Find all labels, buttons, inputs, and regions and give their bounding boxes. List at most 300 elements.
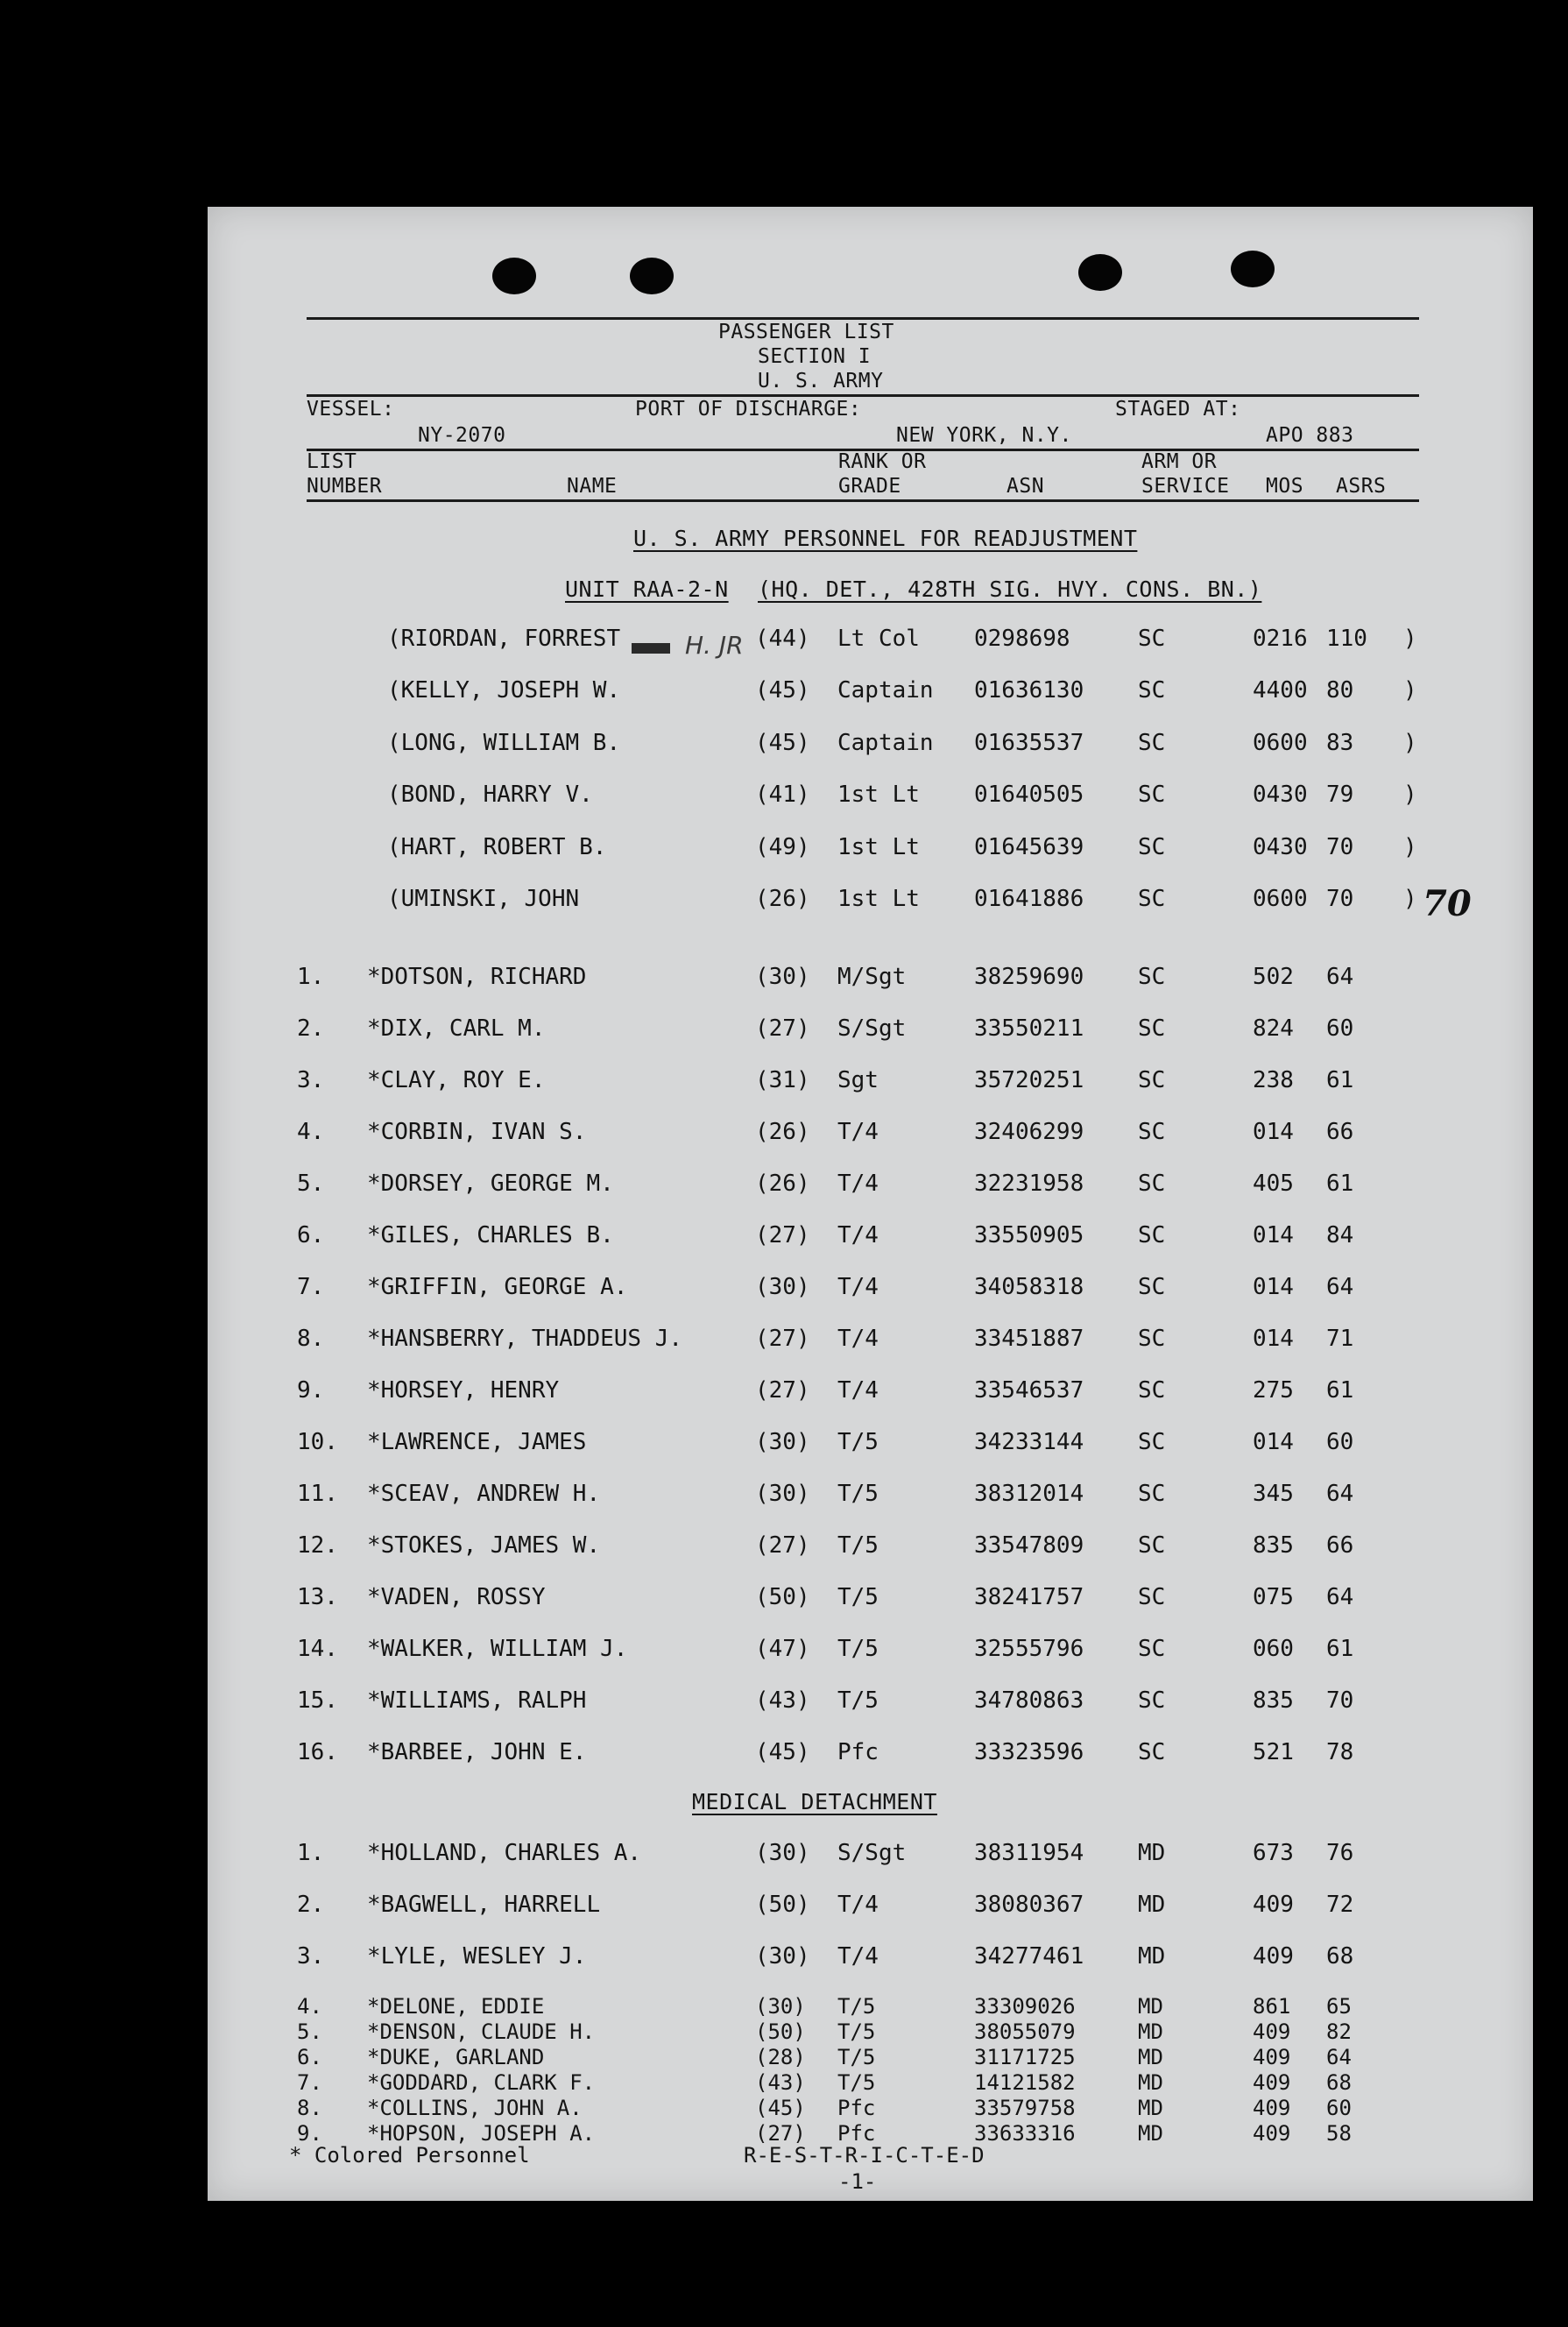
cell-asrs: 78 (1326, 1739, 1354, 1765)
cell-name: *LAWRENCE, JAMES (367, 1429, 587, 1455)
cell-num: 13. (297, 1584, 338, 1610)
cell-age: (45) (755, 729, 810, 756)
cell-end: ) (1403, 626, 1417, 652)
cell-age: (50) (755, 2019, 806, 2044)
table-row (208, 1481, 1533, 1516)
cell-asn: 33633316 (974, 2121, 1076, 2146)
cell-mos: 409 (1253, 2070, 1291, 2095)
cell-asrs: 82 (1326, 2019, 1352, 2044)
cell-num: 12. (297, 1532, 338, 1559)
cell-asn: 33547809 (974, 1532, 1084, 1559)
cell-asrs: 64 (1326, 2045, 1352, 2069)
cell-arm: SC (1138, 782, 1166, 809)
cell-arm: SC (1138, 1584, 1166, 1610)
cell-age: (27) (755, 1532, 810, 1559)
cell-num: 7. (297, 2070, 322, 2095)
cell-arm: SC (1138, 833, 1166, 860)
cell-mos: 409 (1253, 1892, 1294, 1918)
cell-asrs: 79 (1326, 782, 1354, 809)
cell-rank: Lt Col (837, 626, 920, 652)
cell-num: 3. (297, 1943, 325, 1970)
cell-name: *DORSEY, GEORGE M. (367, 1171, 614, 1197)
cell-num: 5. (297, 1171, 325, 1197)
cell-age: (27) (755, 1326, 810, 1352)
table-row (208, 1943, 1533, 1978)
cell-mos: 238 (1253, 1067, 1294, 1093)
cell-end: ) (1403, 729, 1417, 756)
cell-mos: 014 (1253, 1274, 1294, 1300)
cell-age: (26) (755, 1119, 810, 1145)
cell-num: 8. (297, 2096, 322, 2120)
cell-rank: Pfc (837, 2121, 876, 2146)
cell-mos: 405 (1253, 1171, 1294, 1197)
col-list-label: LIST (307, 450, 357, 473)
cell-asrs: 68 (1326, 2070, 1352, 2095)
cell-asrs: 64 (1326, 1584, 1354, 1610)
table-row (208, 834, 1533, 869)
cell-asn: 38259690 (974, 964, 1084, 990)
cell-asrs: 70 (1326, 886, 1354, 912)
cell-name: *GODDARD, CLARK F. (367, 2070, 596, 2095)
cell-arm: MD (1138, 2096, 1163, 2120)
cell-name: *HOPSON, JOSEPH A. (367, 2121, 596, 2146)
cell-mos: 824 (1253, 1015, 1294, 1042)
cell-arm: SC (1138, 1481, 1166, 1507)
cell-mos: 409 (1253, 2045, 1291, 2069)
cell-age: (44) (755, 626, 810, 652)
cell-asn: 33451887 (974, 1326, 1084, 1352)
table-row (208, 1119, 1533, 1154)
col-asn-label: ASN (1006, 475, 1045, 498)
cell-end: ) (1403, 886, 1417, 912)
unit-name: (HQ. DET., 428TH SIG. HVY. CONS. BN.) (758, 576, 1262, 602)
cell-asrs: 61 (1326, 1377, 1354, 1404)
cell-rank: T/4 (837, 1943, 879, 1970)
cell-name: (RIORDAN, FORREST (387, 626, 621, 652)
cell-rank: T/5 (837, 1994, 876, 2019)
cell-arm: SC (1138, 1067, 1166, 1093)
document-page (208, 207, 1533, 2201)
cell-num: 9. (297, 2121, 322, 2146)
cell-name: *CORBIN, IVAN S. (367, 1119, 587, 1145)
cell-asn: 33550211 (974, 1015, 1084, 1042)
cell-asrs: 110 (1326, 626, 1367, 652)
cell-rank: T/4 (837, 1222, 879, 1248)
cell-arm: SC (1138, 677, 1166, 704)
cell-rank: 1st Lt (837, 833, 920, 860)
cell-age: (45) (755, 1739, 810, 1765)
cell-num: 1. (297, 1840, 325, 1866)
cell-arm: SC (1138, 964, 1166, 990)
cell-rank: 1st Lt (837, 886, 920, 912)
port-label: PORT OF DISCHARGE: (635, 398, 862, 421)
table-row (208, 1326, 1533, 1361)
cell-asrs: 70 (1326, 833, 1354, 860)
cell-name: *DIX, CARL M. (367, 1015, 546, 1042)
cell-name: *DELONE, EDDIE (367, 1994, 545, 2019)
cell-asrs: 64 (1326, 964, 1354, 990)
cell-mos: 075 (1253, 1584, 1294, 1610)
cell-age: (30) (755, 1429, 810, 1455)
cell-mos: 0600 (1253, 886, 1308, 912)
table-row (208, 1274, 1533, 1309)
column-header-rule (307, 499, 1419, 502)
cell-mos: 835 (1253, 1687, 1294, 1714)
cell-mos: 673 (1253, 1840, 1294, 1866)
cell-mos: 861 (1253, 1994, 1291, 2019)
cell-rank: T/4 (837, 1171, 879, 1197)
cell-rank: T/5 (837, 1636, 879, 1662)
table-row (208, 730, 1533, 765)
top-rule (307, 317, 1419, 320)
cell-asrs: 61 (1326, 1636, 1354, 1662)
cell-asn: 33309026 (974, 1994, 1076, 2019)
cell-rank: T/5 (837, 1687, 879, 1714)
cell-name: (HART, ROBERT B. (387, 833, 607, 860)
cell-name: (UMINSKI, JOHN (387, 886, 580, 912)
staged-label: STAGED AT: (1115, 398, 1241, 421)
cell-rank: Captain (837, 677, 934, 704)
punch-hole (1078, 254, 1122, 291)
cell-arm: MD (1138, 1994, 1163, 2019)
cell-asn: 01640505 (974, 782, 1084, 809)
list-title: PASSENGER LIST (718, 321, 894, 343)
cell-num: 16. (297, 1739, 338, 1765)
cell-arm: SC (1138, 1119, 1166, 1145)
cell-asrs: 66 (1326, 1532, 1354, 1559)
cell-mos: 409 (1253, 2121, 1291, 2146)
cell-name: *HANSBERRY, THADDEUS J. (367, 1326, 683, 1352)
col-name-label: NAME (567, 475, 618, 498)
cell-mos: 409 (1253, 2019, 1291, 2044)
cell-asn: 33546537 (974, 1377, 1084, 1404)
cell-asn: 01635537 (974, 729, 1084, 756)
cell-rank: T/4 (837, 1274, 879, 1300)
cell-arm: SC (1138, 1171, 1166, 1197)
cell-asrs: 83 (1326, 729, 1354, 756)
cell-num: 7. (297, 1274, 325, 1300)
cell-arm: SC (1138, 1636, 1166, 1662)
cell-age: (26) (755, 1171, 810, 1197)
cell-asn: 01641886 (974, 886, 1084, 912)
cell-num: 15. (297, 1687, 338, 1714)
table-row (208, 626, 1533, 661)
cell-num: 2. (297, 1892, 325, 1918)
cell-arm: MD (1138, 1892, 1166, 1918)
cell-name: (BOND, HARRY V. (387, 782, 593, 809)
cell-name: *GRIFFIN, GEORGE A. (367, 1274, 628, 1300)
table-row (208, 1171, 1533, 1206)
cell-asrs: 80 (1326, 677, 1354, 704)
cell-age: (27) (755, 1222, 810, 1248)
port-value: NEW YORK, N.Y. (896, 424, 1072, 447)
cell-age: (50) (755, 1584, 810, 1610)
cell-rank: T/4 (837, 1377, 879, 1404)
cell-arm: MD (1138, 1943, 1166, 1970)
cell-asn: 38311954 (974, 1840, 1084, 1866)
cell-asn: 01645639 (974, 833, 1084, 860)
cell-mos: 014 (1253, 1222, 1294, 1248)
cell-arm: SC (1138, 1429, 1166, 1455)
cell-rank: T/5 (837, 1584, 879, 1610)
cell-asn: 38080367 (974, 1892, 1084, 1918)
medical-heading: MEDICAL DETACHMENT (692, 1789, 937, 1814)
cell-name: *LYLE, WESLEY J. (367, 1943, 587, 1970)
cell-age: (30) (755, 964, 810, 990)
table-row (208, 1377, 1533, 1412)
cell-num: 2. (297, 1015, 325, 1042)
cell-asrs: 60 (1326, 2096, 1352, 2120)
cell-asrs: 61 (1326, 1067, 1354, 1093)
cell-arm: MD (1138, 2019, 1163, 2044)
margin-count: 70 (1423, 883, 1472, 924)
cell-end: ) (1403, 677, 1417, 704)
cell-rank: Pfc (837, 2096, 876, 2120)
table-row (208, 782, 1533, 817)
cell-asn: 0298698 (974, 626, 1070, 652)
cell-asrs: 61 (1326, 1171, 1354, 1197)
cell-asrs: 76 (1326, 1840, 1354, 1866)
header-rule (307, 394, 1419, 397)
cell-mos: 0430 (1253, 833, 1308, 860)
cell-asn: 32555796 (974, 1636, 1084, 1662)
cell-asrs: 70 (1326, 1687, 1354, 1714)
cell-mos: 502 (1253, 964, 1294, 990)
cell-asn: 34780863 (974, 1687, 1084, 1714)
cell-arm: SC (1138, 1222, 1166, 1248)
cell-name: *GILES, CHARLES B. (367, 1222, 614, 1248)
table-row (208, 1584, 1533, 1619)
table-row (208, 1892, 1533, 1927)
cell-age: (41) (755, 782, 810, 809)
table-row (208, 1015, 1533, 1050)
cell-age: (30) (755, 1943, 810, 1970)
cell-arm: SC (1138, 1532, 1166, 1559)
cell-arm: MD (1138, 2121, 1163, 2146)
punch-hole (492, 258, 536, 294)
cell-asn: 31171725 (974, 2045, 1076, 2069)
cell-name: *COLLINS, JOHN A. (367, 2096, 583, 2120)
col-rank-label: RANK OR (838, 450, 927, 473)
cell-rank: T/5 (837, 2070, 876, 2095)
cell-name: *CLAY, ROY E. (367, 1067, 546, 1093)
table-row (208, 1222, 1533, 1257)
cell-num: 4. (297, 1119, 325, 1145)
cell-age: (28) (755, 2045, 806, 2069)
vessel-value: NY-2070 (418, 424, 506, 447)
cell-arm: SC (1138, 1274, 1166, 1300)
cell-age: (47) (755, 1636, 810, 1662)
cell-asn: 32231958 (974, 1171, 1084, 1197)
branch-label: U. S. ARMY (758, 370, 884, 393)
cell-asrs: 66 (1326, 1119, 1354, 1145)
cell-num: 4. (297, 1994, 322, 2019)
cell-name: *STOKES, JAMES W. (367, 1532, 601, 1559)
cell-name: *DUKE, GARLAND (367, 2045, 545, 2069)
table-row (208, 1067, 1533, 1102)
cell-mos: 0216 (1253, 626, 1308, 652)
cell-age: (27) (755, 2121, 806, 2146)
cell-name: *BAGWELL, HARRELL (367, 1892, 601, 1918)
cell-age: (30) (755, 1274, 810, 1300)
cell-asn: 33550905 (974, 1222, 1084, 1248)
cell-age: (30) (755, 1840, 810, 1866)
cell-rank: T/5 (837, 2019, 876, 2044)
cell-arm: SC (1138, 1687, 1166, 1714)
cell-asrs: 60 (1326, 1015, 1354, 1042)
cell-num: 1. (297, 964, 325, 990)
cell-asrs: 60 (1326, 1429, 1354, 1455)
cell-rank: Captain (837, 729, 934, 756)
unit-label: UNIT RAA-2-N (565, 576, 729, 602)
cell-asrs: 64 (1326, 1274, 1354, 1300)
page-number: -1- (838, 2169, 877, 2194)
cell-rank: S/Sgt (837, 1840, 907, 1866)
cell-age: (43) (755, 1687, 810, 1714)
cell-asn: 01636130 (974, 677, 1084, 704)
cell-name: *VADEN, ROSSY (367, 1584, 546, 1610)
cell-age: (43) (755, 2070, 806, 2095)
purpose-heading: U. S. ARMY PERSONNEL FOR READJUSTMENT (633, 526, 1138, 551)
table-row (208, 1429, 1533, 1464)
cell-rank: M/Sgt (837, 964, 907, 990)
cell-arm: SC (1138, 626, 1166, 652)
vessel-label: VESSEL: (307, 398, 395, 421)
cell-name: *HORSEY, HENRY (367, 1377, 560, 1404)
cell-mos: 060 (1253, 1636, 1294, 1662)
cell-rank: Pfc (837, 1739, 879, 1765)
cell-mos: 345 (1253, 1481, 1294, 1507)
col-rank-label: GRADE (838, 475, 901, 498)
cell-rank: T/5 (837, 1532, 879, 1559)
cell-age: (49) (755, 833, 810, 860)
cell-num: 8. (297, 1326, 325, 1352)
cell-arm: SC (1138, 1326, 1166, 1352)
cell-asn: 38312014 (974, 1481, 1084, 1507)
cell-asrs: 84 (1326, 1222, 1354, 1248)
cell-mos: 409 (1253, 2096, 1291, 2120)
cell-asn: 14121582 (974, 2070, 1076, 2095)
cell-end: ) (1403, 782, 1417, 809)
cell-name: *DOTSON, RICHARD (367, 964, 587, 990)
cell-rank: T/4 (837, 1892, 879, 1918)
cell-name: *BARBEE, JOHN E. (367, 1739, 587, 1765)
handwritten-suffix: H. JR (685, 631, 744, 660)
cell-mos: 409 (1253, 1943, 1294, 1970)
cell-asrs: 65 (1326, 1994, 1352, 2019)
cell-num: 11. (297, 1481, 338, 1507)
cell-mos: 4400 (1253, 677, 1308, 704)
cell-num: 5. (297, 2019, 322, 2044)
cell-asrs: 72 (1326, 1892, 1354, 1918)
table-row (208, 1636, 1533, 1671)
cell-num: 6. (297, 2045, 322, 2069)
col-arm-label: SERVICE (1141, 475, 1230, 498)
cell-num: 14. (297, 1636, 338, 1662)
table-row (208, 964, 1533, 999)
cell-rank: T/5 (837, 2045, 876, 2069)
table-row (208, 1739, 1533, 1774)
punch-hole (630, 258, 674, 294)
cell-mos: 835 (1253, 1532, 1294, 1559)
cell-asn: 33323596 (974, 1739, 1084, 1765)
cell-num: 10. (297, 1429, 338, 1455)
punch-hole (1231, 251, 1275, 287)
cell-asn: 34058318 (974, 1274, 1084, 1300)
cell-asrs: 71 (1326, 1326, 1354, 1352)
cell-asrs: 64 (1326, 1481, 1354, 1507)
cell-mos: 275 (1253, 1377, 1294, 1404)
cell-asn: 34277461 (974, 1943, 1084, 1970)
cell-end: ) (1403, 833, 1417, 860)
table-row (208, 1840, 1533, 1875)
cell-asrs: 68 (1326, 1943, 1354, 1970)
strikeout-mark (632, 643, 670, 654)
col-arm-label: ARM OR (1141, 450, 1218, 473)
cell-name: *DENSON, CLAUDE H. (367, 2019, 596, 2044)
cell-age: (26) (755, 886, 810, 912)
cell-arm: MD (1138, 1840, 1166, 1866)
classification-mark: R-E-S-T-R-I-C-T-E-D (744, 2143, 985, 2168)
cell-age: (31) (755, 1067, 810, 1093)
cell-num: 9. (297, 1377, 325, 1404)
cell-arm: SC (1138, 1739, 1166, 1765)
cell-asn: 33579758 (974, 2096, 1076, 2120)
cell-num: 6. (297, 1222, 325, 1248)
cell-name: (LONG, WILLIAM B. (387, 729, 621, 756)
section-label: SECTION I (758, 345, 872, 368)
col-mos-label: MOS (1266, 475, 1304, 498)
cell-age: (45) (755, 2096, 806, 2120)
cell-age: (45) (755, 677, 810, 704)
table-row (208, 677, 1533, 712)
cell-name: *HOLLAND, CHARLES A. (367, 1840, 642, 1866)
cell-age: (27) (755, 1015, 810, 1042)
col-asrs-label: ASRS (1336, 475, 1387, 498)
cell-rank: T/5 (837, 1429, 879, 1455)
cell-age: (27) (755, 1377, 810, 1404)
cell-arm: MD (1138, 2070, 1163, 2095)
cell-age: (50) (755, 1892, 810, 1918)
cell-rank: T/4 (837, 1119, 879, 1145)
cell-asn: 34233144 (974, 1429, 1084, 1455)
cell-arm: SC (1138, 729, 1166, 756)
cell-asn: 35720251 (974, 1067, 1084, 1093)
cell-asrs: 58 (1326, 2121, 1352, 2146)
staged-value: APO 883 (1266, 424, 1354, 447)
cell-rank: 1st Lt (837, 782, 920, 809)
cell-arm: MD (1138, 2045, 1163, 2069)
table-row (208, 1532, 1533, 1567)
cell-rank: T/4 (837, 1326, 879, 1352)
cell-mos: 0600 (1253, 729, 1308, 756)
cell-age: (30) (755, 1481, 810, 1507)
cell-mos: 521 (1253, 1739, 1294, 1765)
cell-name: (KELLY, JOSEPH W. (387, 677, 621, 704)
cell-arm: SC (1138, 1377, 1166, 1404)
footnote: * Colored Personnel (289, 2143, 530, 2168)
table-row (208, 1687, 1533, 1722)
cell-rank: S/Sgt (837, 1015, 907, 1042)
cell-mos: 014 (1253, 1119, 1294, 1145)
cell-rank: Sgt (837, 1067, 879, 1093)
cell-name: *WALKER, WILLIAM J. (367, 1636, 628, 1662)
col-list-label: NUMBER (307, 475, 383, 498)
cell-name: *SCEAV, ANDREW H. (367, 1481, 601, 1507)
cell-mos: 014 (1253, 1326, 1294, 1352)
cell-num: 3. (297, 1067, 325, 1093)
cell-mos: 014 (1253, 1429, 1294, 1455)
